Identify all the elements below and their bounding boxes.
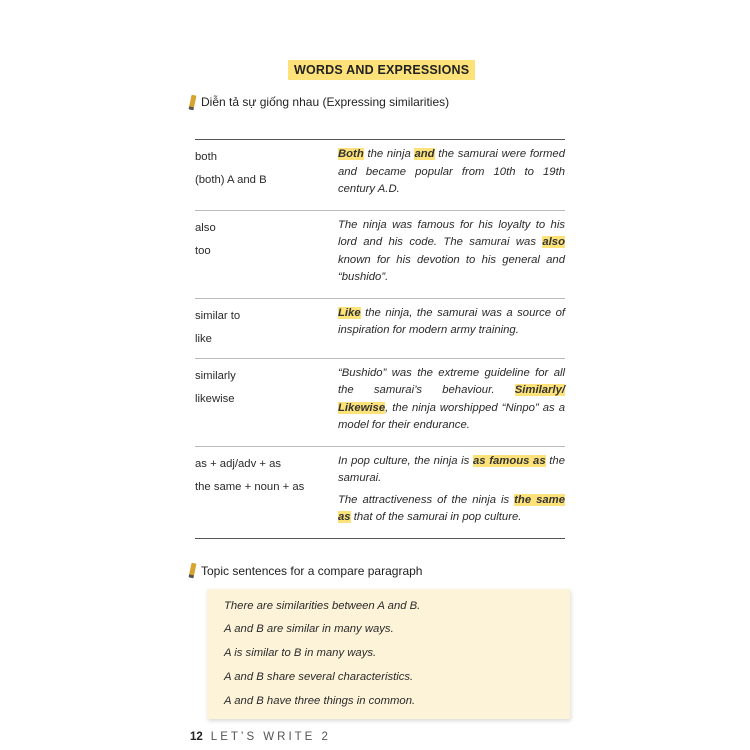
expression-term: similar to <box>195 309 241 322</box>
subheading-text: Diễn tả sự giống nhau (Expressing similarities) <box>201 95 450 109</box>
topic-sentence: There are similarities between A and B. <box>224 599 421 612</box>
page-content <box>190 60 570 745</box>
example-sentences <box>338 146 565 203</box>
section-title: WORDS AND EXPRESSIONS <box>288 60 475 80</box>
highlighted-keyword: as famous as <box>473 454 546 467</box>
expression-terms <box>195 217 338 291</box>
sentence-text: , the ninja worshipped “Ninpo” as a model for their endurance. <box>338 401 565 431</box>
example-sentence <box>338 305 565 340</box>
highlighted-keyword: Both <box>338 148 364 160</box>
expression-term: also <box>195 221 216 234</box>
pencil-icon <box>188 563 196 579</box>
topic-sentence: A and B are similar in many ways. <box>224 623 394 636</box>
table-row <box>195 140 565 211</box>
sentence-text: The ninja was famous for his loyalty to his lord and his code. The samurai was <box>338 218 565 248</box>
book-title: LET’S WRITE 2 <box>210 731 331 744</box>
topic-sentence: A and B have three things in common. <box>224 694 416 707</box>
page-number: 12 <box>190 731 203 744</box>
sentence-text: The attractiveness of the ninja is <box>338 493 515 506</box>
sentence-text: the ninja, the samurai was a source of inspiration for modern army training. <box>338 306 565 336</box>
pencil-icon <box>188 94 196 110</box>
example-sentences <box>338 305 565 351</box>
sentence-text: the ninja <box>363 148 415 160</box>
table-row <box>195 359 565 447</box>
example-sentence <box>338 453 565 488</box>
subheading-similarities <box>190 94 570 110</box>
example-sentence <box>338 146 565 199</box>
expression-term: too <box>195 244 211 257</box>
expression-terms <box>195 365 338 439</box>
subheading-topic-sentences <box>190 563 570 579</box>
example-sentence <box>338 492 565 527</box>
expression-term: similarly <box>195 369 236 382</box>
highlighted-keyword: the same as <box>338 493 565 523</box>
highlighted-keyword: and <box>414 148 435 160</box>
expression-terms <box>195 453 338 531</box>
expression-term: the same + noun + as <box>195 480 305 493</box>
sentence-text: the samurai. <box>338 454 565 484</box>
expression-term: as + adj/adv + as <box>195 457 282 470</box>
expression-terms <box>195 146 338 203</box>
expression-terms <box>195 305 338 351</box>
example-sentences <box>338 453 565 531</box>
example-sentences <box>338 217 565 291</box>
subheading-text: Topic sentences for a compare paragraph <box>201 563 423 578</box>
expression-term: both <box>195 151 217 163</box>
page-footer <box>190 729 570 745</box>
highlighted-keyword: also <box>542 236 565 248</box>
topic-sentences-box <box>207 589 570 720</box>
example-sentences <box>338 365 565 439</box>
example-sentence <box>338 217 565 287</box>
sentence-text: that of the samurai in pop culture. <box>350 511 522 523</box>
topic-sentence: A and B share several characteristics. <box>224 670 414 683</box>
sentence-text: “Bushido” was the extreme guideline for all the samurai’s behaviour. <box>338 366 565 396</box>
table-row <box>195 211 565 299</box>
example-sentence <box>338 365 565 435</box>
highlighted-keyword: Like <box>338 306 361 319</box>
table-row <box>195 299 565 359</box>
table-row <box>195 447 565 538</box>
topic-sentence: A is similar to B in many ways. <box>224 647 377 660</box>
expression-term: (both) A and B <box>195 174 267 186</box>
expression-term: like <box>195 332 212 345</box>
sentence-text: the samurai were formed and became popular from 10th to 19th century A.D. <box>338 148 565 195</box>
sentence-text: In pop culture, the ninja is <box>338 454 473 467</box>
sentence-text: known for his devotion to his general and “bushido”. <box>338 253 565 283</box>
expressions-table <box>195 139 565 539</box>
highlighted-keyword: Similarly/ Likewise <box>338 384 565 414</box>
expression-term: likewise <box>195 392 235 405</box>
